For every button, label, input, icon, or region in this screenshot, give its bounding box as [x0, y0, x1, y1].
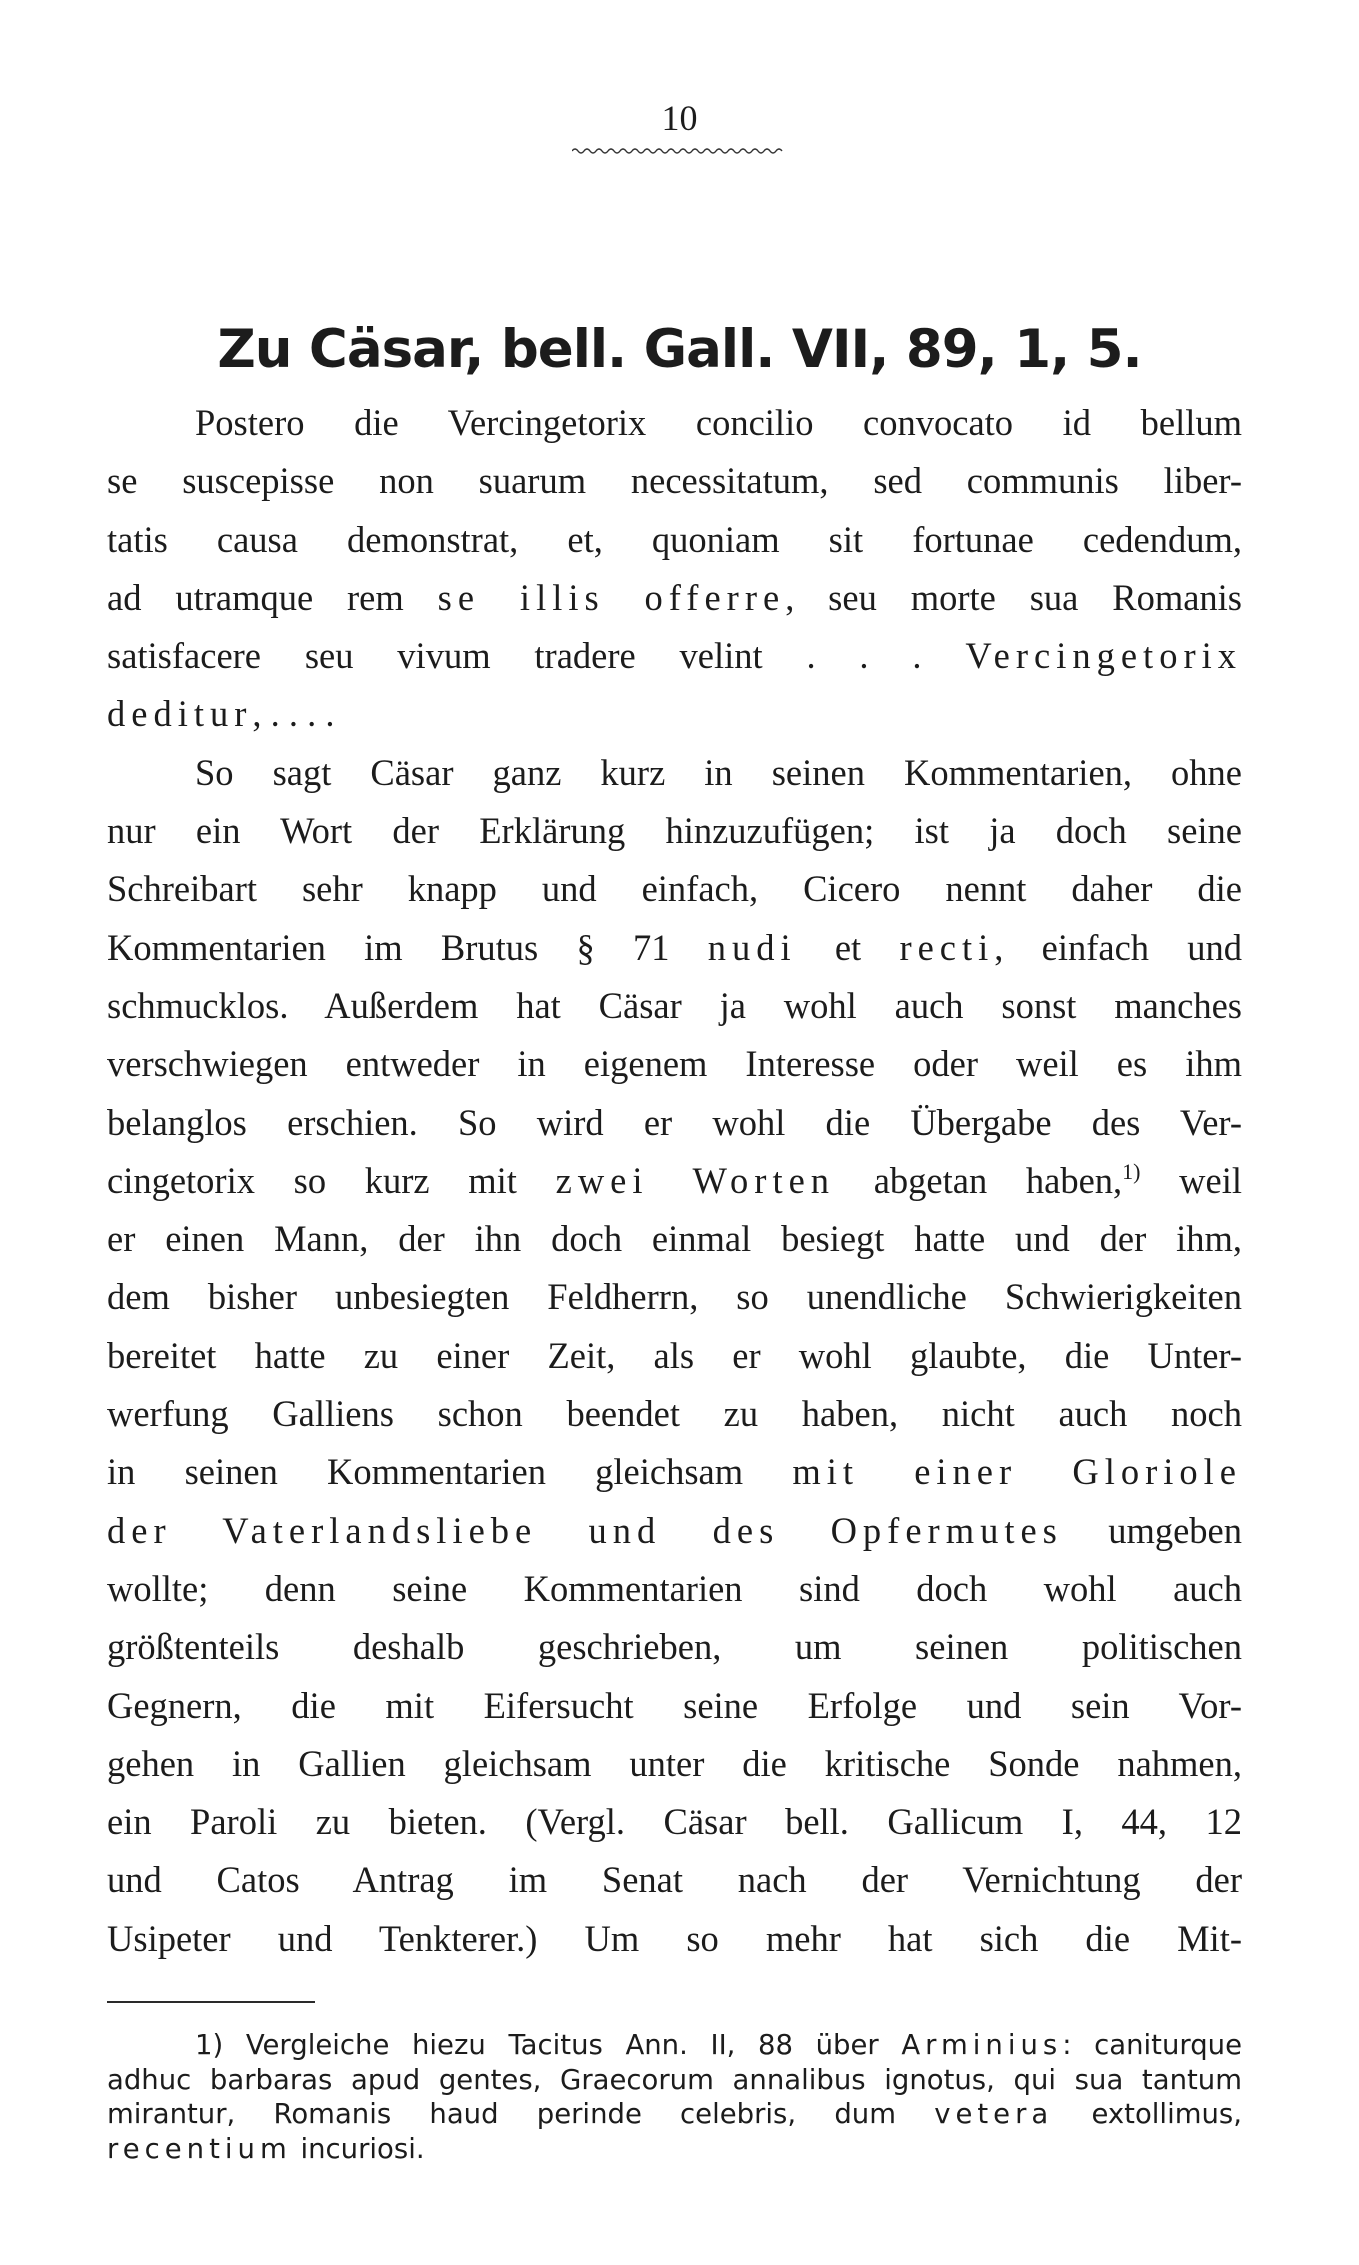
text-line: ad utramque rem se illis offerre, seu morte sua Romanis — [107, 576, 1243, 618]
footnote-line: mirantur, Romanis haud perinde celebris, dum vetera extollimus, — [107, 2098, 1242, 2130]
text-line: Gegnern, die mit Eifersucht seine Erfolge und sein Vor- — [107, 1684, 1242, 1726]
text-line: Schreibart sehr knapp und einfach, Cicero nennt daher die — [107, 868, 1242, 910]
spaced-emphasis: se illis offerre — [437, 576, 786, 618]
footnote-line: adhuc barbaras apud gentes, Graecorum annalibus ignotus, qui sua tantum — [107, 2063, 1242, 2096]
spaced-emphasis: mit einer Gloriole — [792, 1451, 1242, 1493]
spaced-emphasis: Vercingetorix — [965, 635, 1242, 677]
spaced-emphasis: der Vaterlandsliebe und des Opfermutes — [107, 1509, 1063, 1551]
text-line: dem bisher unbesiegten Feldherrn, so unendliche Schwierigkeiten — [107, 1276, 1242, 1318]
text-line: nur ein Wort der Erklärung hinzuzufügen; ist ja doch seine — [107, 810, 1242, 852]
text-line: gehen in Gallien gleichsam unter die kritische Sonde nahmen, — [107, 1742, 1242, 1784]
spaced-emphasis: nudi — [707, 926, 797, 968]
text-line: ein Paroli zu bieten. (Vergl. Cäsar bell. Gallicum I, 44, 12 — [107, 1801, 1242, 1843]
text-line: Postero die Vercingetorix concilio convocato id bellum — [195, 402, 1242, 443]
spaced-emphasis: deditur — [107, 693, 253, 735]
text-line: schmucklos. Außerdem hat Cäsar ja wohl auch sonst manches — [107, 984, 1242, 1026]
spaced-emphasis: recentium — [107, 2132, 292, 2165]
text-line: bereitet hatte zu einer Zeit, als er wohl glaubte, die Unter- — [107, 1334, 1242, 1376]
text-line: cingetorix so kurz mit zwei Worten abgetan haben,$^{1)}$ weil — [107, 1158, 1243, 1201]
text-line: belanglos erschien. So wird er wohl die Übergabe des Ver- — [107, 1101, 1242, 1143]
footnote-line: recentium incuriosi. — [107, 2132, 425, 2165]
spaced-emphasis: zwei Worten — [555, 1159, 836, 1201]
page-number: 10 — [661, 98, 698, 138]
text-line: se suscepisse non suarum necessitatum, sed communis liber- — [107, 460, 1242, 502]
text-line: satisfacere seu vivum tradere velint . . . Vercingetorix — [107, 635, 1242, 677]
text-line: der Vaterlandsliebe und des Opfermutes umgeben — [107, 1509, 1242, 1551]
article-title: Zu Cäsar, bell. Gall. VII, 89, 1, 5. — [217, 319, 1142, 380]
text-line: Kommentarien im Brutus § 71 nudi et recti, einfach und — [107, 926, 1243, 968]
text-line: werfung Galliens schon beendet zu haben, nicht auch noch — [107, 1393, 1242, 1435]
footnote-reference: 1) — [1122, 1158, 1141, 1184]
footnote-line: 1) Vergleiche hiezu Tacitus Ann. II, 88 über Arminius: caniturque — [195, 2029, 1243, 2061]
text-line: tatis causa demonstrat, et, quoniam sit fortunae cedendum, — [107, 518, 1242, 560]
text-line: deditur, . . . . — [107, 693, 335, 735]
text-line: und Catos Antrag im Senat nach der Vernichtung der — [107, 1859, 1242, 1901]
text-line: So sagt Cäsar ganz kurz in seinen Kommentarien, ohne — [195, 751, 1242, 793]
spaced-emphasis: vetera — [934, 2098, 1054, 2130]
text-line: Usipeter und Tenkterer.) Um so mehr hat sich die Mit- — [107, 1917, 1242, 1959]
spaced-emphasis: recti — [899, 926, 995, 968]
footnote — [107, 2028, 1242, 2166]
text-line: verschwiegen entweder in eigenem Interesse oder weil es ihm — [107, 1043, 1242, 1085]
text-line: wollte; denn seine Kommentarien sind doch wohl auch — [107, 1567, 1242, 1609]
spaced-emphasis: Arminius — [901, 2029, 1063, 2061]
footnote-divider — [107, 2001, 315, 2003]
ornament-divider — [572, 146, 784, 156]
text-line: größtenteils deshalb geschrieben, um seinen politischen — [107, 1626, 1242, 1668]
text-line: in seinen Kommentarien gleichsam mit einer Gloriole — [107, 1451, 1242, 1493]
text-line: er einen Mann, der ihn doch einmal besiegt hatte und der ihm, — [107, 1218, 1242, 1260]
body-text — [107, 394, 1242, 1968]
